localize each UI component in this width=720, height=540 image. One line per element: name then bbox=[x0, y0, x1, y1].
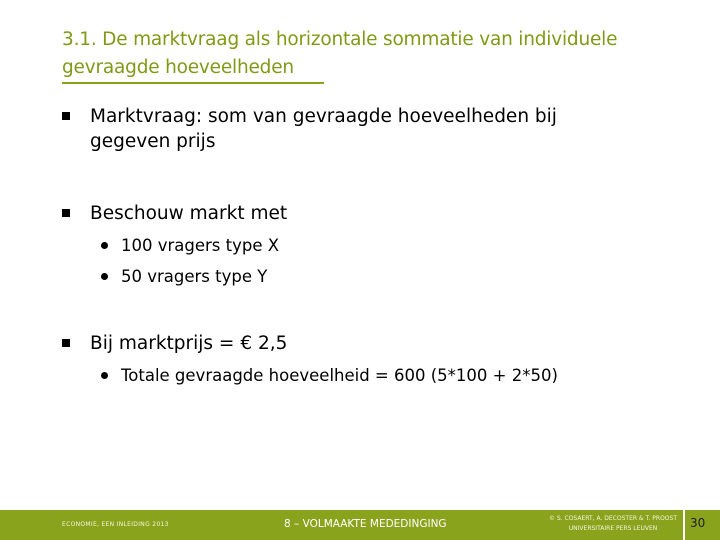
square-bullet-icon bbox=[62, 112, 70, 120]
round-bullet-icon bbox=[101, 372, 108, 379]
bullet-item bbox=[62, 331, 287, 356]
bullet-item bbox=[62, 201, 287, 226]
sub-bullet-text: Totale gevraagde hoeveelheid = 600 (5*100 + 2*50) bbox=[121, 366, 558, 385]
bullet-text: Beschouw markt met bbox=[90, 203, 288, 224]
sub-bullet-item bbox=[101, 266, 267, 288]
sub-bullet-text: 50 vragers type Y bbox=[121, 267, 268, 286]
round-bullet-icon bbox=[101, 273, 108, 280]
page-number: 30 bbox=[690, 516, 706, 530]
round-bullet-icon bbox=[101, 242, 108, 249]
sub-bullet-item bbox=[101, 365, 558, 387]
square-bullet-icon bbox=[62, 209, 70, 217]
footer-publisher: UNIVERSITAIRE PERS LEUVEN bbox=[568, 525, 658, 532]
bullet-text: Bij marktprijs = € 2,5 bbox=[90, 333, 288, 354]
title-underline bbox=[62, 82, 324, 84]
bullet-text: Marktvraag: som van gevraagde hoeveelheden bij gegeven prijs bbox=[90, 106, 557, 152]
footer-bar bbox=[0, 510, 720, 540]
footer-chapter: 8 – VOLMAAKTE MEDEDINGING bbox=[284, 518, 447, 530]
bullet-item bbox=[62, 104, 610, 154]
footer-authors: © S. COSAERT, A. DECOSTER & T. PROOST bbox=[548, 515, 677, 522]
sub-bullet-item bbox=[101, 235, 279, 257]
footer-divider bbox=[683, 510, 685, 540]
slide-title: 3.1. De marktvraag als horizontale sommatie van individuele gevraagde hoeveelheden bbox=[62, 29, 618, 78]
sub-bullet-text: 100 vragers type X bbox=[121, 236, 280, 255]
footer-copyright bbox=[538, 514, 688, 534]
square-bullet-icon bbox=[62, 339, 70, 347]
footer-course: ECONOMIE, EEN INLEIDING 2013 bbox=[62, 521, 169, 528]
